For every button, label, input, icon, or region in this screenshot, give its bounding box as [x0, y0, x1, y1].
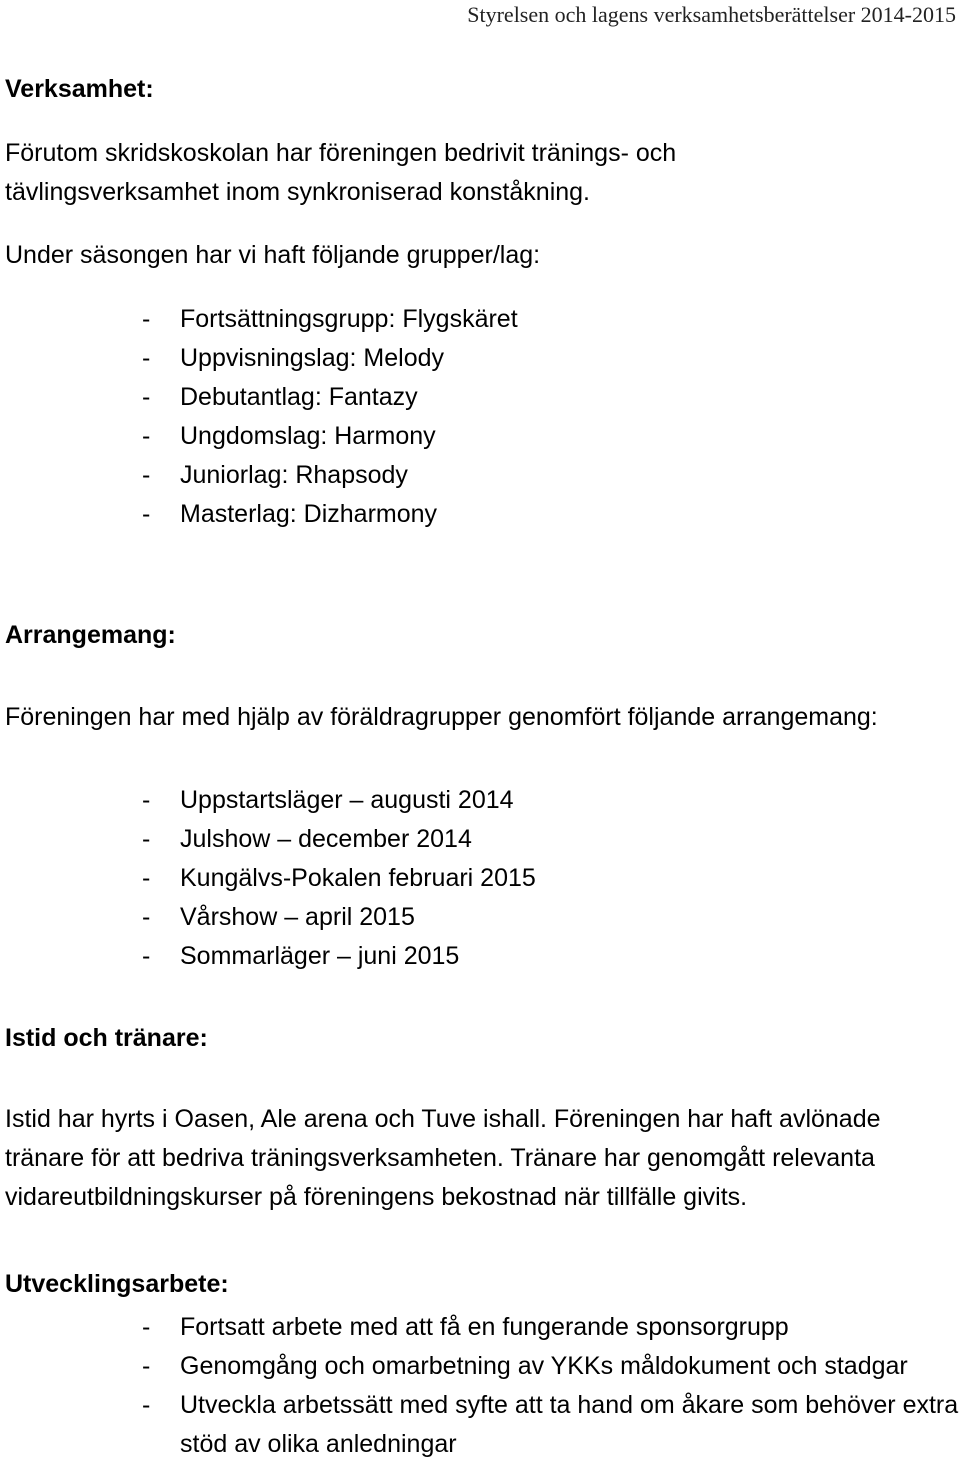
section-heading-arrangemang: Arrangemang:	[5, 621, 176, 649]
paragraph-groups-intro: Under säsongen har vi haft följande grupper/lag:	[5, 241, 541, 269]
list-item: - Utveckla arbetssätt med syfte att ta hand om åkare som behöver extra stöd av olika anledningar	[142, 1391, 959, 1458]
list-item: - Kungälvs-Pokalen februari 2015	[142, 864, 536, 892]
list-item: - Genomgång och omarbetning av YKKs måldokument och stadgar	[142, 1352, 908, 1380]
running-header: Styrelsen och lagens verksamhetsberättelser 2014-2015	[467, 2, 956, 27]
development-list	[142, 1308, 960, 1464]
list-item: - Fortsatt arbete med att få en fungerande sponsorgrupp	[142, 1313, 789, 1341]
groups-list	[142, 300, 518, 534]
paragraph-verksamhet-intro: Förutom skridskoskolan har föreningen bedrivit tränings- och tävlingsverksamhet inom synkroniserad konståkning.	[5, 139, 677, 206]
list-item: - Debutantlag: Fantazy	[142, 383, 418, 411]
section-heading-istid: Istid och tränare:	[5, 1024, 208, 1052]
list-item: - Vårshow – april 2015	[142, 903, 415, 931]
list-item: - Uppvisningslag: Melody	[142, 344, 445, 372]
list-item: - Uppstartsläger – augusti 2014	[142, 786, 514, 814]
list-item: - Julshow – december 2014	[142, 825, 472, 853]
list-item: - Juniorlag: Rhapsody	[142, 461, 408, 489]
paragraph-arrangemang-intro: Föreningen har med hjälp av föräldragrupper genomfört följande arrangemang:	[5, 703, 878, 731]
section-heading-utvecklingsarbete: Utvecklingsarbete:	[5, 1270, 229, 1298]
section-heading-verksamhet: Verksamhet:	[5, 75, 154, 103]
list-item: - Masterlag: Dizharmony	[142, 500, 438, 528]
events-list	[142, 781, 536, 976]
paragraph-istid: Istid har hyrts i Oasen, Ale arena och Tuve ishall. Föreningen har haft avlönade tränare för att bedriva träningsverksamheten. Tränare har genomgått relevanta vidareutbildningskurser på föreningens bekostnad när tillfälle givits.	[5, 1105, 881, 1211]
list-item: - Ungdomslag: Harmony	[142, 422, 436, 450]
list-item: - Sommarläger – juni 2015	[142, 942, 460, 970]
list-item: - Fortsättningsgrupp: Flygskäret	[142, 305, 518, 333]
